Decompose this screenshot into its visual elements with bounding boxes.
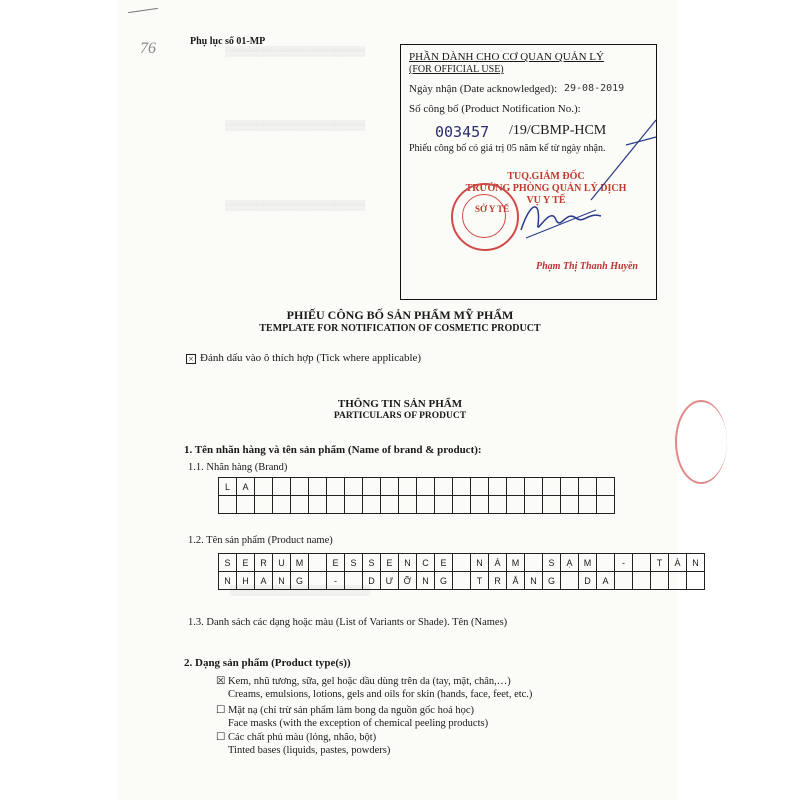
grid-cell: Ỡ: [399, 572, 417, 590]
grid-cell: N: [417, 572, 435, 590]
grid-cell: G: [435, 572, 453, 590]
option-label-vn: Các chất phủ màu (lỏng, nhão, bột): [228, 732, 377, 743]
grid-cell: R: [255, 554, 273, 572]
grid-cell: C: [417, 554, 435, 572]
grid-cell: [381, 496, 399, 514]
grid-cell: [507, 478, 525, 496]
section-2-heading: 2. Dạng sản phẩm (Product type(s)): [184, 657, 351, 669]
grid-cell: [345, 478, 363, 496]
grid-cell: N: [273, 572, 291, 590]
product-type-option: [216, 704, 488, 730]
grid-row: [219, 478, 615, 496]
grid-cell: S: [345, 554, 363, 572]
grid-cell: [453, 478, 471, 496]
particulars-title-en: PARTICULARS OF PRODUCT: [333, 411, 467, 421]
grid-cell: [669, 572, 687, 590]
grid-cell: [309, 554, 327, 572]
grid-cell: L: [219, 478, 237, 496]
grid-cell: [507, 496, 525, 514]
grid-cell: E: [435, 554, 453, 572]
grid-cell: [237, 496, 255, 514]
grid-row: [219, 496, 615, 514]
grid-cell: N: [687, 554, 705, 572]
empty-box-icon: ☐: [216, 732, 229, 743]
grid-cell: H: [237, 572, 255, 590]
pen-stroke-icon: [586, 115, 661, 205]
grid-cell: [615, 572, 633, 590]
notification-number: 003457: [435, 123, 490, 141]
form-title-vn: PHIẾU CÔNG BỐ SẢN PHẨM MỸ PHẨM: [286, 308, 514, 322]
product-type-option: [216, 731, 390, 757]
grid-cell: [363, 478, 381, 496]
official-title: PHẦN DÀNH CHO CƠ QUAN QUẢN LÝ: [409, 51, 604, 63]
grid-cell: À: [669, 554, 687, 572]
grid-cell: [651, 572, 669, 590]
grid-cell: [633, 572, 651, 590]
grid-cell: [327, 478, 345, 496]
grid-cell: S: [219, 554, 237, 572]
grid-cell: R: [489, 572, 507, 590]
empty-box-icon: ☐: [216, 705, 229, 716]
grid-cell: [309, 572, 327, 590]
grid-cell: A: [597, 572, 615, 590]
official-subtitle: (FOR OFFICIAL USE): [409, 64, 504, 75]
grid-cell: [309, 478, 327, 496]
checked-box-icon: ×: [186, 354, 196, 364]
grid-cell: N: [399, 554, 417, 572]
option-label-vn: Mặt nạ (chỉ trừ sản phẩm làm bong da nguồn gốc hoá học): [228, 705, 475, 716]
grid-cell: [579, 496, 597, 514]
variants-label: 1.3. Danh sách các dạng hoặc màu (List of Variants or Shade). Tên (Names): [188, 617, 508, 628]
grid-cell: [417, 478, 435, 496]
product-type-option: [216, 675, 532, 701]
grid-cell: [273, 478, 291, 496]
validity-note: Phiếu công bố có giá trị 05 năm kể từ ngày nhận.: [409, 143, 606, 154]
bleed-through-text: ▒▒▒▒▒▒▒▒▒▒▒▒▒▒▒▒▒▒▒▒▒▒: [225, 46, 366, 56]
option-label-en: Tinted bases (liquids, pastes, powders): [228, 745, 391, 756]
grid-cell: [417, 496, 435, 514]
grid-cell: [345, 496, 363, 514]
grid-cell: N: [471, 554, 489, 572]
stamp-line-1: TUQ.GIÁM ĐỐC: [507, 171, 585, 182]
grid-cell: A: [255, 572, 273, 590]
grid-cell: Ư: [381, 572, 399, 590]
grid-cell: N: [219, 572, 237, 590]
tick-note-text: Đánh dấu vào ô thích hợp (Tick where applicable): [200, 352, 422, 364]
grid-cell: -: [327, 572, 345, 590]
grid-cell: [525, 554, 543, 572]
bleed-through-text: ▒▒▒▒▒▒▒▒▒▒▒▒▒▒▒▒▒▒▒▒▒▒: [230, 585, 371, 595]
grid-cell: [453, 554, 471, 572]
grid-cell: U: [273, 554, 291, 572]
tick-note: [186, 352, 421, 364]
grid-cell: A: [237, 478, 255, 496]
stamp-line-2: TRƯỞNG PHÒNG QUẢN LÝ DỊCH VỤ Y TẾ: [465, 183, 627, 206]
grid-cell: -: [615, 554, 633, 572]
grid-cell: [435, 496, 453, 514]
grid-cell: [525, 496, 543, 514]
grid-cell: M: [291, 554, 309, 572]
grid-cell: S: [363, 554, 381, 572]
grid-cell: [291, 478, 309, 496]
grid-cell: [561, 496, 579, 514]
grid-cell: [597, 496, 615, 514]
seal-inner-ring: [462, 194, 506, 238]
grid-cell: Ạ: [561, 554, 579, 572]
grid-cell: [327, 496, 345, 514]
option-label-en: Creams, emulsions, lotions, gels and oils for skin (hands, face, feet, etc.): [228, 689, 533, 700]
grid-cell: [543, 496, 561, 514]
grid-cell: [453, 496, 471, 514]
bleed-through-text: ▒▒▒▒▒▒▒▒▒▒▒▒▒▒▒▒▒▒▒▒▒▒: [225, 200, 366, 210]
grid-cell: D: [363, 572, 381, 590]
grid-cell: [255, 496, 273, 514]
signer-name: Phạm Thị Thanh Huyền: [536, 261, 638, 272]
grid-cell: [687, 572, 705, 590]
option-label-en: Face masks (with the exception of chemical peeling products): [228, 718, 489, 729]
grid-cell: [219, 496, 237, 514]
grid-cell: Á: [489, 554, 507, 572]
date-label: Ngày nhận (Date acknowledged):: [409, 83, 558, 95]
grid-cell: [363, 496, 381, 514]
grid-cell: [435, 478, 453, 496]
particulars-title-vn: THÔNG TIN SẢN PHẨM: [337, 398, 463, 410]
option-label-vn: Kem, nhũ tương, sữa, gel hoặc dầu dùng trên da (tay, mặt, chân,…): [228, 676, 511, 687]
grid-cell: E: [237, 554, 255, 572]
grid-cell: E: [327, 554, 345, 572]
grid-cell: [291, 496, 309, 514]
product-name-label: 1.2. Tên sản phẩm (Product name): [188, 535, 333, 546]
grid-cell: T: [651, 554, 669, 572]
grid-cell: E: [381, 554, 399, 572]
grid-cell: [579, 478, 597, 496]
brand-grid: [218, 477, 615, 514]
grid-cell: [273, 496, 291, 514]
grid-cell: [399, 496, 417, 514]
official-use-box: [400, 44, 657, 300]
grid-cell: M: [579, 554, 597, 572]
notification-number-suffix: /19/CBMP-HCM: [509, 123, 607, 138]
grid-cell: S: [543, 554, 561, 572]
grid-cell: [255, 478, 273, 496]
brand-label: 1.1. Nhãn hàng (Brand): [188, 462, 288, 473]
annex-label: Phụ lục số 01-MP: [190, 36, 266, 47]
date-value: 29-08-2019: [564, 83, 625, 94]
grid-cell: [345, 572, 363, 590]
grid-row: [219, 572, 705, 590]
grid-cell: D: [579, 572, 597, 590]
grid-row: [219, 554, 705, 572]
grid-cell: [561, 478, 579, 496]
grid-cell: [489, 478, 507, 496]
grid-cell: T: [471, 572, 489, 590]
grid-cell: [525, 478, 543, 496]
grid-cell: [471, 496, 489, 514]
checked-box-icon: ☒: [216, 676, 229, 687]
notification-number-label: Số công bố (Product Notification No.):: [409, 103, 581, 115]
bleed-through-text: ▒▒▒▒▒▒▒▒▒▒▒▒▒▒▒▒▒▒▒▒▒▒: [225, 120, 366, 130]
grid-cell: [633, 554, 651, 572]
margin-note: 76: [140, 40, 156, 57]
grid-cell: [471, 478, 489, 496]
grid-cell: [597, 554, 615, 572]
official-seal: [451, 183, 519, 251]
section-1-heading: 1. Tên nhãn hàng và tên sản phẩm (Name of brand & product):: [184, 444, 482, 456]
seal-text: SỞ Y TẾ: [475, 204, 510, 214]
grid-cell: Ắ: [507, 572, 525, 590]
grid-cell: [561, 572, 579, 590]
grid-cell: [381, 478, 399, 496]
grid-cell: [453, 572, 471, 590]
grid-cell: [399, 478, 417, 496]
product-name-grid: [218, 553, 705, 590]
grid-cell: [597, 478, 615, 496]
grid-cell: [309, 496, 327, 514]
grid-cell: N: [525, 572, 543, 590]
grid-cell: [543, 478, 561, 496]
grid-cell: M: [507, 554, 525, 572]
grid-cell: G: [291, 572, 309, 590]
grid-cell: G: [543, 572, 561, 590]
form-title-en: TEMPLATE FOR NOTIFICATION OF COSMETIC PRODUCT: [259, 323, 541, 334]
grid-cell: [489, 496, 507, 514]
